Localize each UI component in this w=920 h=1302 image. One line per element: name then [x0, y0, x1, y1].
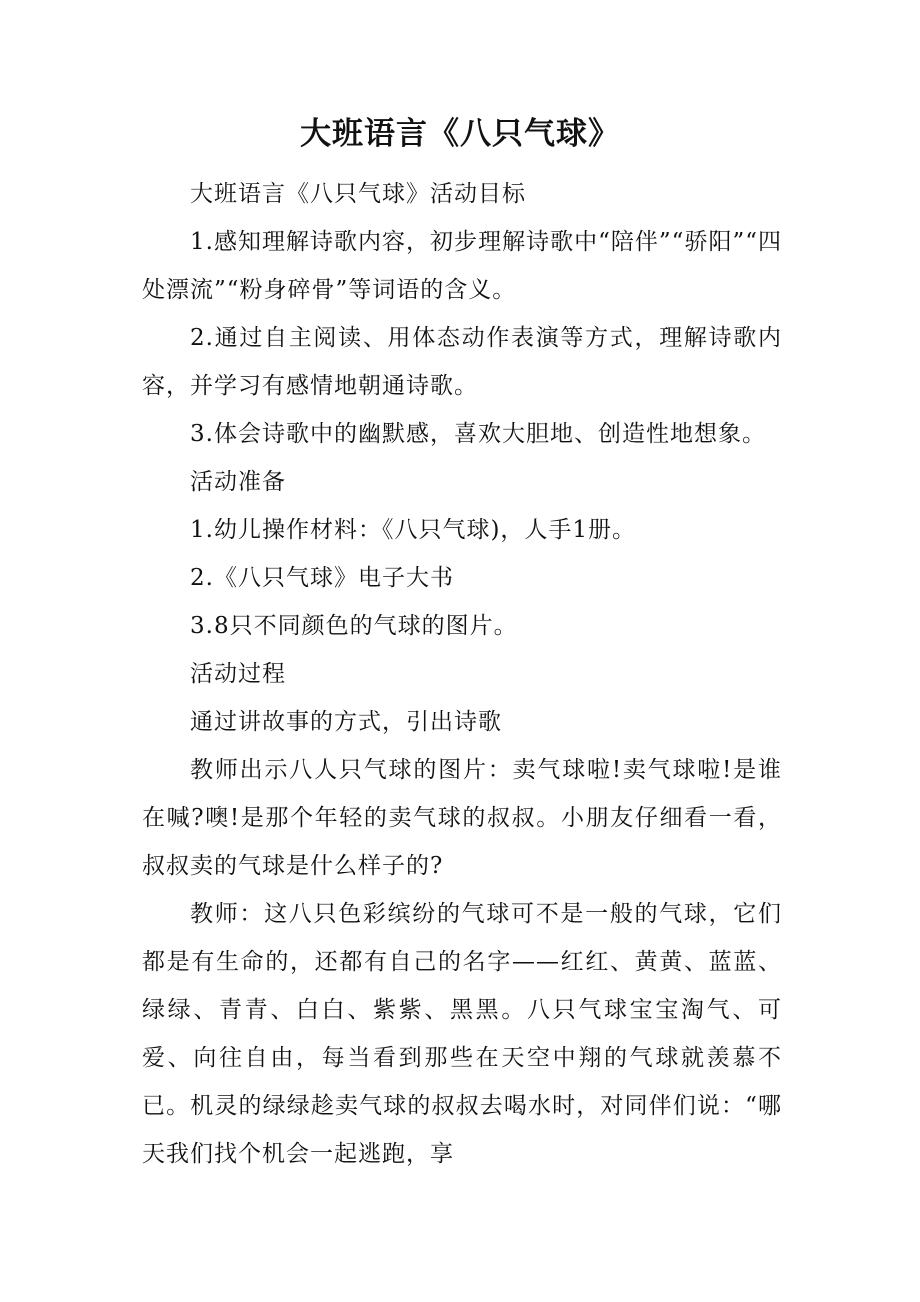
paragraph-preparation-3: 3.8只不同颜色的气球的图片。 [190, 613, 518, 639]
paragraph-objectives-heading: 大班语言《八只气球》活动目标 [190, 181, 526, 207]
paragraph-objective-1: 1.感知理解诗歌内容，初步理解诗歌中“陪伴”“骄阳”“四处漂流”“粉身碎骨”等词语的含义。 [142, 229, 782, 303]
paragraph-objective-2: 2.通过自主阅读、用体态动作表演等方式，理解诗歌内容，并学习有感情地朝通诗歌。 [142, 325, 782, 399]
paragraph-objective-3: 3.体会诗歌中的幽默感，喜欢大胆地、创造性地想象。 [190, 421, 766, 447]
paragraph-preparation-2: 2.《八只气球》电子大书 [190, 565, 454, 591]
document-title: 大班语言《八只气球》 [300, 116, 620, 152]
paragraph-teacher-shows: 教师出示八人只气球的图片：卖气球啦!卖气球啦!是谁在喊?噢!是那个年轻的卖气球的叔叔。小朋友仔细看一看，叔叔卖的气球是什么样子的? [142, 757, 782, 879]
document-body [142, 170, 782, 1178]
paragraph-preparation-1: 1.幼儿操作材料：《八只气球)，人手1册。 [190, 517, 637, 543]
paragraph-process-intro: 通过讲故事的方式，引出诗歌 [190, 709, 502, 735]
paragraph-preparation-heading: 活动准备 [190, 469, 286, 495]
paragraph-teacher-story: 教师：这八只色彩缤纷的气球可不是一般的气球，它们都是有生命的，还都有自己的名字——红红、黄黄、蓝蓝、绿绿、青青、白白、紫紫、黑黑。八只气球宝宝淘气、可爱、向往自由，每当看到那些在天空中翔的气球就羡慕不已。机灵的绿绿趁卖气球的叔叔去喝水时，对同伴们说：“哪天我们找个机会一起逃跑，享 [142, 901, 782, 1167]
paragraph-process-heading: 活动过程 [190, 661, 286, 687]
